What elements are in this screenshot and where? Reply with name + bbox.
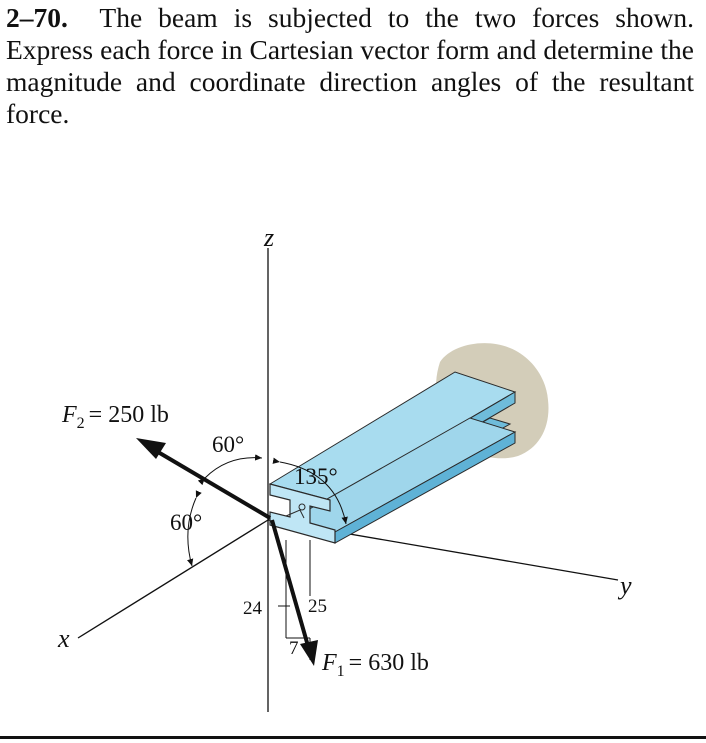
force-1-value: = 630 lb [348, 650, 429, 676]
force-2-subscript: 2 [76, 415, 85, 432]
angle-arc-top [205, 458, 262, 478]
force-1-arrowhead [300, 640, 318, 666]
dimension-25: 25 [308, 596, 327, 617]
problem-number: 2–70. [6, 2, 68, 33]
z-axis-label: z [264, 223, 275, 252]
x-axis [78, 520, 268, 638]
dimension-7: 7 [289, 638, 299, 659]
force-2-arrow-shaft [158, 452, 270, 518]
dimension-24: 24 [243, 598, 262, 619]
angle-label-beam: 135° [294, 464, 338, 489]
force-1-label [321, 650, 429, 680]
force-2-label [61, 402, 169, 432]
force-2-value: = 250 lb [88, 402, 169, 428]
angle-label-side: 60° [170, 510, 203, 535]
y-axis-label: y [620, 571, 632, 600]
force-1-symbol: F [322, 650, 337, 676]
force-1-arrow-shaft [272, 520, 308, 646]
problem-text: The beam is subjected to the two forces shown. Express each force in Cartesian vector form and determine the magnitude and coordinate direction angles of the resultant force. [6, 2, 694, 129]
i-beam [270, 372, 515, 543]
x-axis-label: x [58, 624, 70, 653]
angle-label-top: 60° [212, 432, 245, 457]
force-1-subscript: 1 [336, 663, 345, 680]
bottom-rule [0, 736, 706, 739]
force-2-symbol: F [62, 402, 77, 428]
